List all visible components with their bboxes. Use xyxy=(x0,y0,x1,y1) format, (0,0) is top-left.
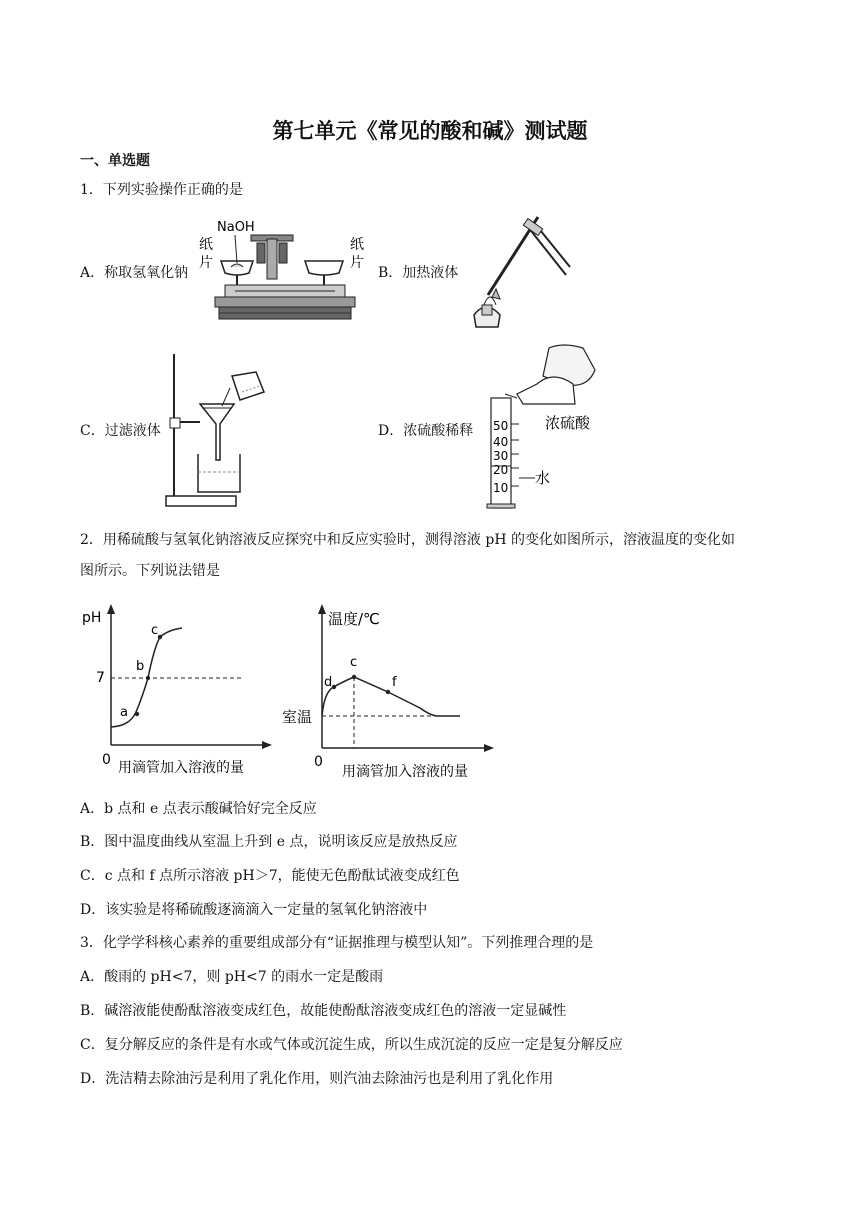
ph-origin: 0 xyxy=(102,752,111,768)
cylinder-tick-30: 30 xyxy=(493,449,509,463)
temp-point-f: f xyxy=(392,675,397,690)
q2-option-b[interactable]: B．图中温度曲线从室温上升到 e 点，说明该反应是放热反应 xyxy=(80,834,458,850)
q3-option-d[interactable]: D．洗洁精去除油污是利用了乳化作用，则汽油去除油污也是利用了乳化作用 xyxy=(80,1071,554,1087)
temp-ylabel: 温度/℃ xyxy=(328,610,380,628)
q3-option-b[interactable]: B．碱溶液能使酚酞溶液变成红色，故能使酚酞溶液变成红色的溶液一定显碱性 xyxy=(80,1003,567,1019)
q3-option-a[interactable]: A．酸雨的 pH<7，则 pH<7 的雨水一定是酸雨 xyxy=(80,969,384,985)
q2-option-d[interactable]: D．该实验是将稀硫酸逐滴滴入一定量的氢氧化钠溶液中 xyxy=(80,902,428,918)
room-temp-label: 室温 xyxy=(282,708,313,726)
q1-option-a[interactable]: A．称取氢氧化钠 xyxy=(80,265,189,281)
temp-point-d: d xyxy=(324,675,333,690)
cylinder-tick-10: 10 xyxy=(493,481,509,495)
balance-figure xyxy=(195,215,375,330)
paper-label-left-2: 片 xyxy=(199,255,213,271)
acid-label: 浓硫酸 xyxy=(545,414,591,432)
temp-origin: 0 xyxy=(314,754,323,770)
ph-xlabel: 用滴管加入溶液的量 xyxy=(118,760,244,776)
q3-stem: 3．化学学科核心素养的重要组成部分有“证据推理与模型认知”。下列推理合理的是 xyxy=(80,935,594,951)
q1-stem: 1．下列实验操作正确的是 xyxy=(80,182,243,198)
paper-label-right-2: 片 xyxy=(350,255,364,271)
paper-label-left-1: 纸 xyxy=(199,237,213,253)
q2-stem-line1: 2．用稀硫酸与氢氧化钠溶液反应探究中和反应实验时，测得溶液 pH 的变化如图所示，溶液温度的变化如 xyxy=(80,532,735,548)
q2-option-a[interactable]: A．b 点和 e 点表示酸碱恰好完全反应 xyxy=(80,801,317,817)
q1-option-d[interactable]: D．浓硫酸稀释 xyxy=(378,423,474,439)
water-label: 水 xyxy=(535,469,551,487)
ph-7-label: 7 xyxy=(96,670,105,686)
temp-xlabel: 用滴管加入溶液的量 xyxy=(342,764,468,780)
paper-label-right-1: 纸 xyxy=(350,237,364,253)
cylinder-tick-40: 40 xyxy=(493,435,509,449)
ph-chart xyxy=(78,600,278,780)
section-heading: 一、单选题 xyxy=(80,153,150,169)
q2-option-c[interactable]: C．c 点和 f 点所示溶液 pH＞7，能使无色酚酞试液变成红色 xyxy=(80,868,460,884)
ph-point-a: a xyxy=(120,705,128,720)
naoh-label: NaOH xyxy=(217,220,255,235)
filtration-figure xyxy=(160,350,280,510)
heating-figure xyxy=(466,215,576,327)
cylinder-tick-20: 20 xyxy=(493,463,509,477)
temp-point-c: c xyxy=(350,655,358,670)
q1-option-c[interactable]: C．过滤液体 xyxy=(80,423,161,439)
cylinder-tick-50: 50 xyxy=(493,419,509,433)
q2-stem-line2: 图所示。下列说法错是 xyxy=(80,563,220,579)
q3-option-c[interactable]: C．复分解反应的条件是有水或气体或沉淀生成，所以生成沉淀的反应一定是复分解反应 xyxy=(80,1037,623,1053)
ph-point-c: c xyxy=(151,623,159,638)
page-title: 第七单元《常见的酸和碱》测试题 xyxy=(272,119,588,143)
ph-point-b: b xyxy=(136,659,145,674)
temperature-chart xyxy=(280,600,495,780)
dilution-figure xyxy=(483,340,603,510)
q1-option-b[interactable]: B．加热液体 xyxy=(378,265,459,281)
ph-ylabel: pH xyxy=(82,610,102,626)
